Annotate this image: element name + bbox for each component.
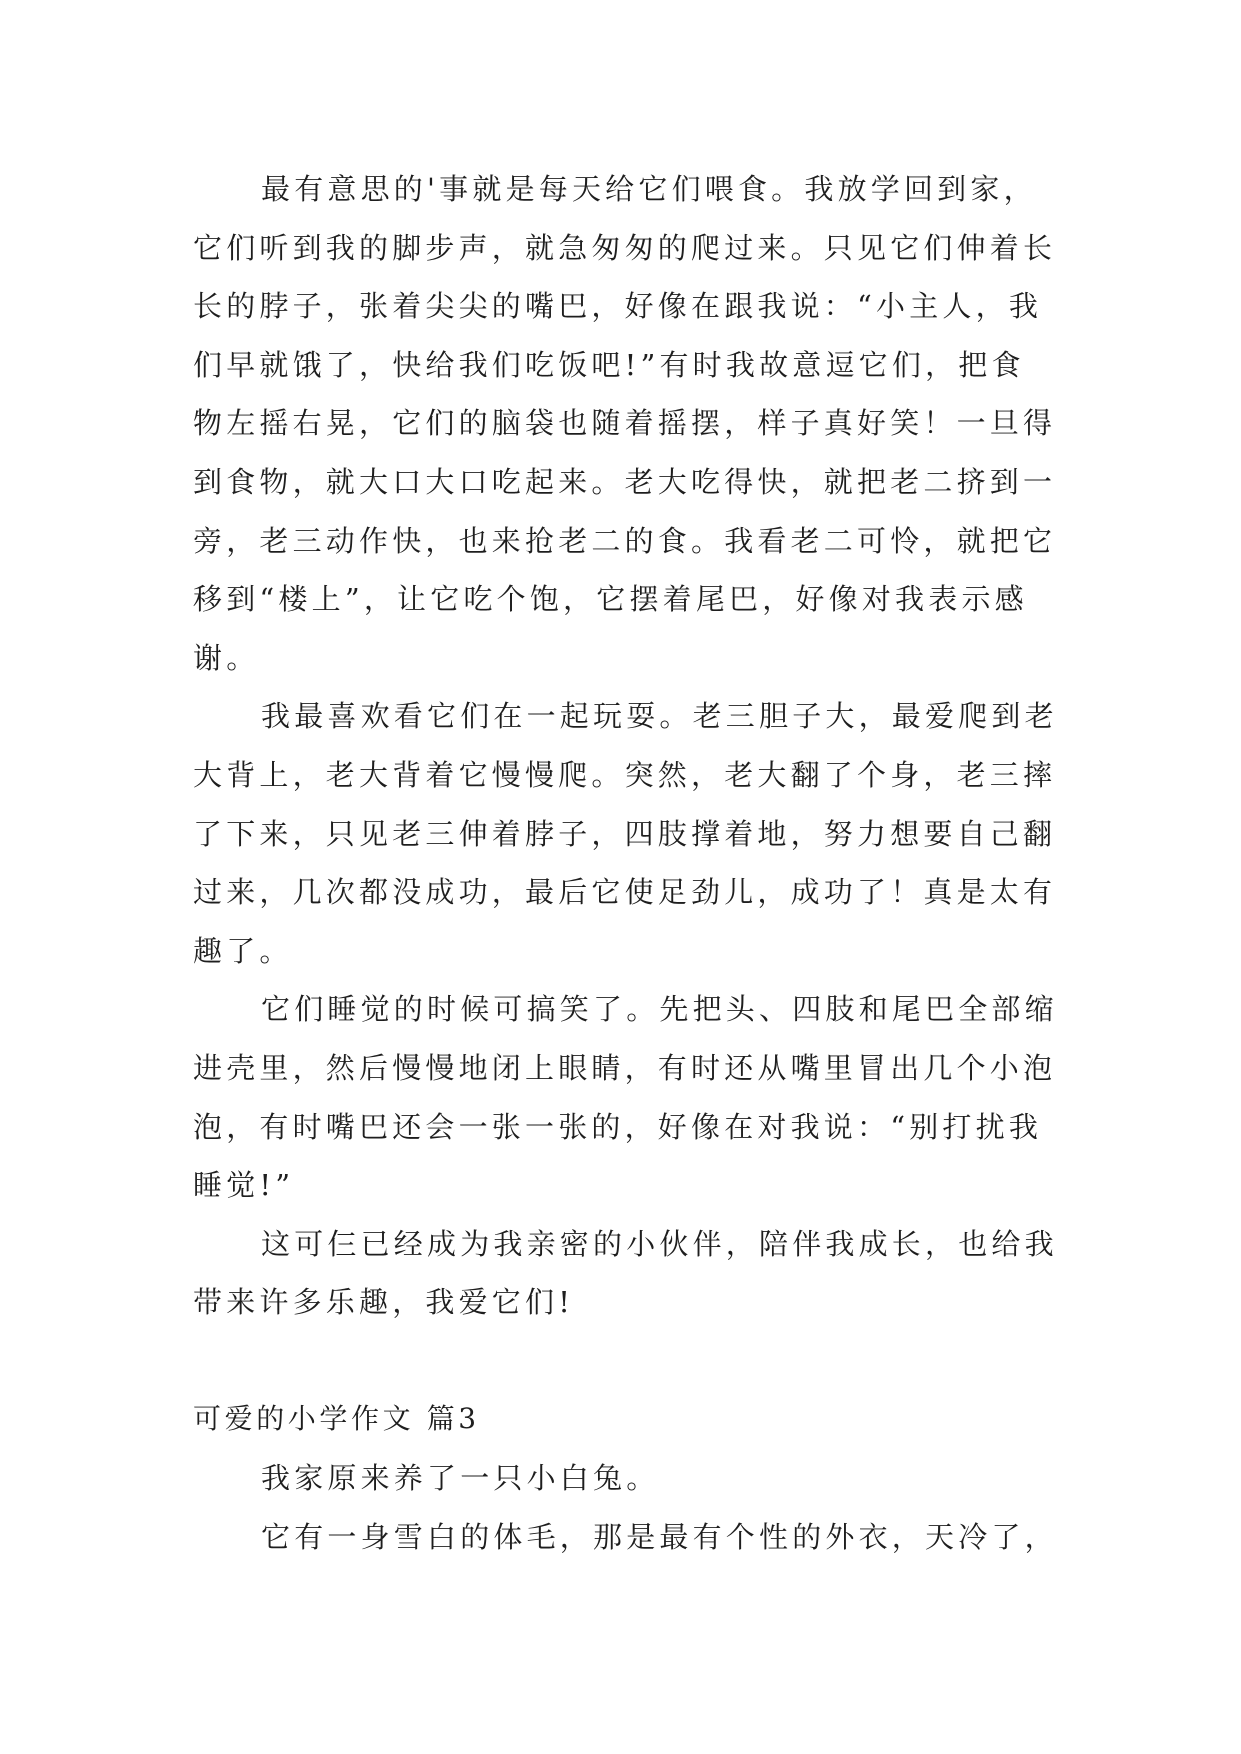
text-line: 这可仨已经成为我亲密的小伙伴，陪伴我成长，也给我 [261, 1226, 1058, 1261]
text-line: 物左摇右晃，它们的脑袋也随着摇摆，样子真好笑！一旦得 [193, 406, 1057, 441]
text-line: 移到“楼上”，让它吃个饱，它摆着尾巴，好像对我表示感 [193, 582, 1028, 617]
text-line: 进壳里，然后慢慢地闭上眼睛，有时还从嘴里冒出几个小泡 [193, 1050, 1057, 1085]
text-line: 趣了。 [193, 933, 293, 968]
paragraph [193, 160, 1193, 687]
paragraph [193, 1508, 1193, 1567]
text-line: 它们睡觉的时候可搞笑了。先把头、四肢和尾巴全部缩 [261, 992, 1058, 1027]
text-line: 我最喜欢看它们在一起玩耍。老三胆子大，最爱爬到老 [261, 699, 1058, 734]
section-heading: 可爱的小学作文 篇3 [193, 1402, 480, 1436]
text-line: 最有意思的'事就是每天给它们喂食。我放学回到家， [261, 172, 1037, 206]
text-line: 到食物，就大口大口吃起来。老大吃得快，就把老二挤到一 [193, 464, 1057, 499]
paragraph [193, 1215, 1193, 1332]
text-line: 带来许多乐趣，我爱它们! [193, 1285, 575, 1320]
text-line: 们早就饿了，快给我们吃饭吧!”有时我故意逗它们，把食 [193, 347, 1025, 382]
document-body [193, 160, 1193, 1566]
text-line: 泡，有时嘴巴还会一张一张的，好像在对我说：“别打扰我 [193, 1109, 1043, 1144]
text-line: 睡觉!” [193, 1168, 295, 1203]
paragraph [193, 687, 1193, 980]
text-line: 它们听到我的脚步声，就急匆匆的爬过来。只见它们伸着长 [193, 230, 1057, 265]
text-line: 了下来，只见老三伸着脖子，四肢撑着地，努力想要自己翻 [193, 816, 1057, 851]
text-line: 我家原来养了一只小白兔。 [261, 1461, 660, 1496]
text-line: 谢。 [193, 640, 260, 675]
paragraph [193, 1449, 1193, 1508]
text-line: 它有一身雪白的体毛，那是最有个性的外衣，天冷了， [261, 1519, 1058, 1554]
text-line: 过来，几次都没成功，最后它使足劲儿，成功了！真是太有 [193, 875, 1057, 910]
text-line: 大背上，老大背着它慢慢爬。突然，老大翻了个身，老三摔 [193, 757, 1057, 792]
paragraph [193, 980, 1193, 1214]
text-line: 长的脖子，张着尖尖的嘴巴，好像在跟我说：“小主人，我 [193, 289, 1043, 324]
text-line: 旁，老三动作快，也来抢老二的食。我看老二可怜，就把它 [193, 523, 1057, 558]
